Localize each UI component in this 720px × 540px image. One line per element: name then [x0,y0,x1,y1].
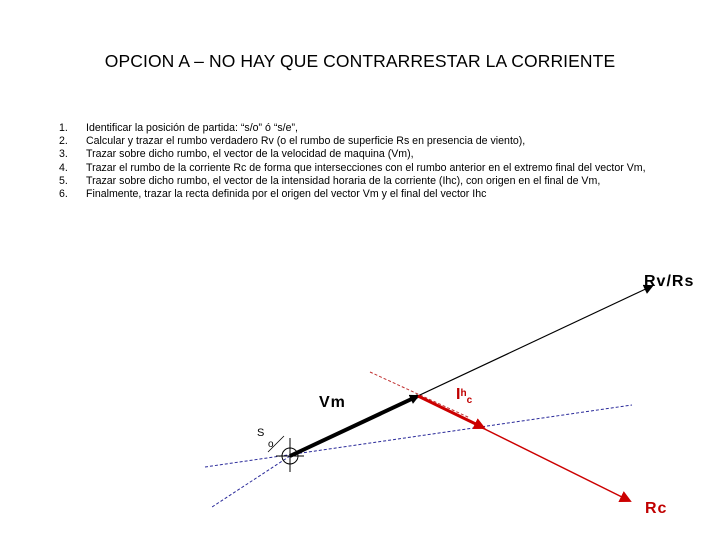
step-text: Calcular y trazar el rumbo verdadero Rv (o el rumbo de superficie Rs en presencia de viento), [86,135,526,148]
vm-label: Vm [319,394,346,411]
step-text: Trazar sobre dicho rumbo, el vector de la velocidad de maquina (Vm), [86,148,414,161]
ihc-main: I [456,386,461,403]
step-text: Finalmente, trazar la recta definida por el origen del vector Vm y el final del vector Ihc [86,188,487,201]
step-text: Trazar el rumbo de la corriente Rc de forma que intersecciones con el rumbo anterior en el extremo final del vector Vm, [86,161,646,174]
ihc-label [456,386,472,404]
ihc-superscript: h [460,388,467,399]
resultant-dashed-line [205,405,632,467]
ihc-vector [418,396,484,428]
step-number: 4. [59,161,68,174]
page-title: OPCION A – NO HAY QUE CONTRARRESTAR LA CORRIENTE [104,51,616,71]
step-number: 5. [59,174,68,187]
step-number: 6. [59,188,68,201]
step-number: 1. [59,122,68,134]
step-number: 3. [59,148,68,161]
rc-label: Rc [645,500,668,517]
origin-s-label: S [257,427,265,439]
ihc-subscript: c [466,395,473,406]
rv-rs-label: Rv/Rs [644,273,695,290]
rv-extension-dashed-line [212,456,290,507]
step-text: Identificar la posición de partida: “s/o” ó “s/e”, [86,122,298,134]
step-text: Trazar sobre dicho rumbo, el vector de la intensidad horaria de la corriente (Ihc), con origen en el final de Vm, [86,174,601,187]
origin-o-label: o [268,439,274,450]
vm-vector [290,396,418,456]
step-number: 2. [59,135,68,148]
